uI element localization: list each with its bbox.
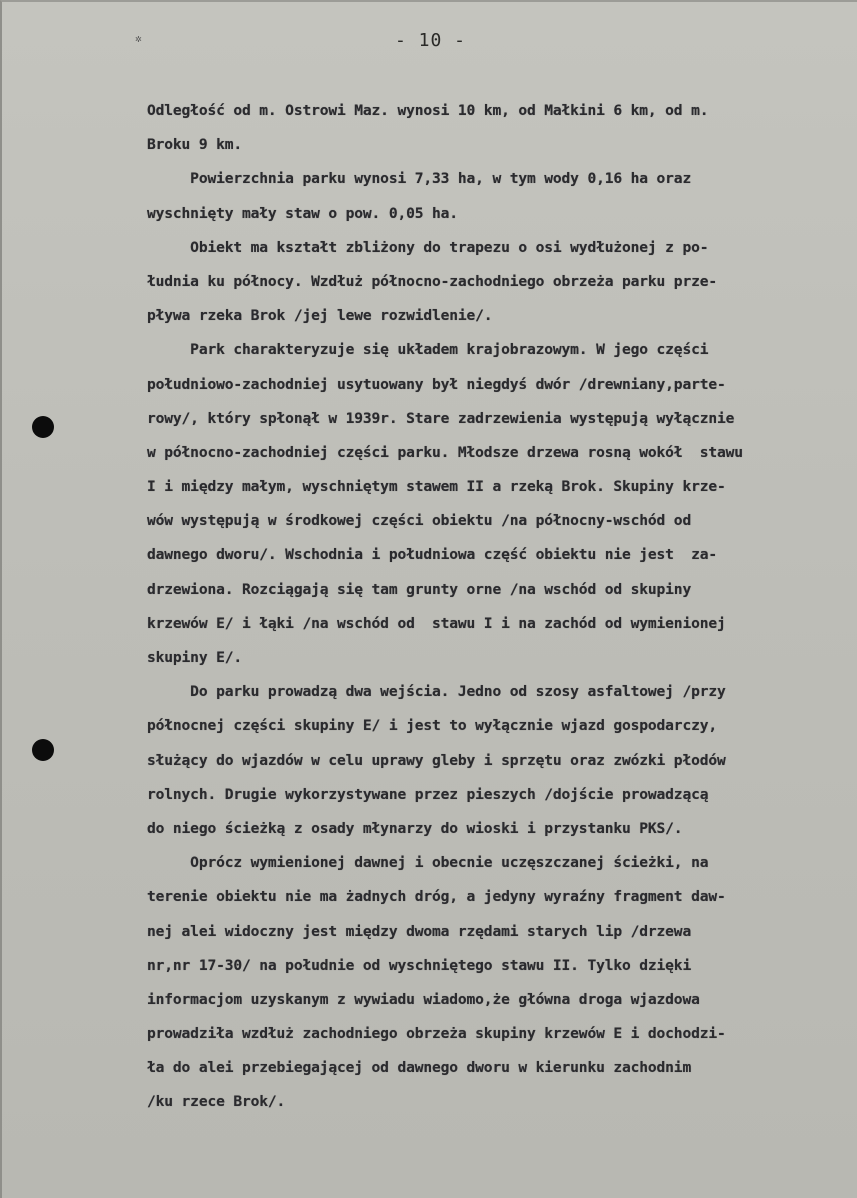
text-line: informacjom uzyskanym z wywiadu wiadomo,że główna droga wjazdowa: [147, 990, 700, 1008]
text-line: służący do wjazdów w celu uprawy gleby i sprzętu oraz zwózki płodów: [147, 751, 726, 769]
text-line: łudnia ku północy. Wzdłuż północno-zachodniego obrzeża parku prze-: [147, 272, 717, 290]
paper-speck: ✲: [135, 32, 142, 45]
text-line: północnej części skupiny E/ i jest to wyłącznie wjazd gospodarczy,: [147, 717, 717, 735]
text-line: krzewów E/ i łąki /na wschód od stawu I i na zachód od wymienionej: [147, 614, 726, 632]
text-line: ła do alei przebiegającej od dawnego dworu w kierunku zachodnim: [147, 1059, 692, 1077]
text-line: Odległość od m. Ostrowi Maz. wynosi 10 km, od Małkini 6 km, od m.: [147, 102, 709, 119]
text-line: Park charakteryzuje się układem krajobrazowym. W jego części: [147, 341, 709, 359]
text-line: wyschnięty mały staw o pow. 0,05 ha.: [147, 204, 458, 222]
punch-hole-icon: [32, 416, 54, 438]
text-line: pływa rzeka Brok /jej lewe rozwidlenie/.: [147, 307, 493, 325]
text-line: Do parku prowadzą dwa wejścia. Jedno od szosy asfaltowej /przy: [147, 683, 726, 701]
text-line: Powierzchnia parku wynosi 7,33 ha, w tym wody 0,16 ha oraz: [147, 170, 692, 188]
text-line: prowadziła wzdłuż zachodniego obrzeża skupiny krzewów E i dochodzi-: [147, 1025, 726, 1043]
punch-hole-icon: [32, 739, 54, 761]
text-line: rolnych. Drugie wykorzystywane przez pieszych /dojście prowadzącą: [147, 785, 709, 803]
page-number: - 10 -: [394, 30, 467, 51]
text-line: skupiny E/.: [147, 649, 242, 666]
text-line: I i między małym, wyschniętym stawem II a rzeką Brok. Skupiny krze-: [147, 478, 726, 496]
text-line: rowy/, który spłonął w 1939r. Stare zadrzewienia występują wyłącznie: [147, 409, 735, 427]
text-line: wów występują w środkowej części obiektu /na północny-wschód od: [147, 512, 692, 530]
text-line: terenie obiektu nie ma żadnych dróg, a jedyny wyraźny fragment daw-: [147, 888, 726, 906]
text-line: drzewiona. Rozciągają się tam grunty orne /na wschód od skupiny: [147, 580, 692, 598]
text-line: południowo-zachodniej usytuowany był niegdyś dwór /drewniany,parte-: [147, 375, 726, 393]
text-line: Obiekt ma kształt zbliżony do trapezu o osi wydłużonej z po-: [147, 238, 709, 256]
text-line: Broku 9 km.: [147, 136, 242, 154]
text-line: nej alei widoczny jest między dwoma rzędami starych lip /drzewa: [147, 922, 692, 940]
text-line: Oprócz wymienionej dawnej i obecnie uczęszczanej ścieżki, na: [147, 854, 709, 872]
text-line: nr,nr 17-30/ na południe od wyschniętego stawu II. Tylko dzięki: [147, 956, 692, 974]
text-line: w północno-zachodniej części parku. Młodsze drzewa rosną wokół stawu: [147, 443, 743, 461]
text-line: do niego ścieżką z osady młynarzy do wioski i przystanku PKS/.: [147, 819, 683, 837]
body-text: [147, 94, 852, 1120]
text-line: /ku rzece Brok/.: [147, 1093, 286, 1111]
text-line: dawnego dworu/. Wschodnia i południowa część obiektu nie jest za-: [147, 546, 717, 564]
